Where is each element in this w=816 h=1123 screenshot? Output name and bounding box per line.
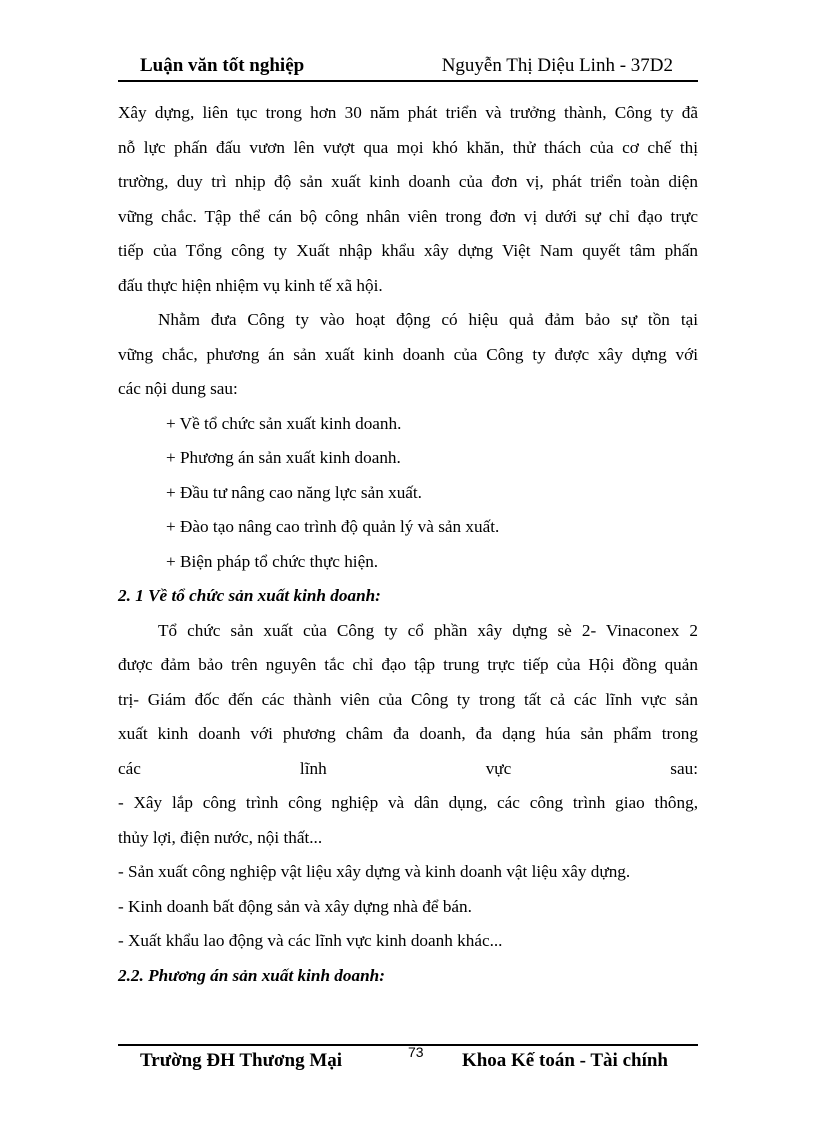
- paragraph-line: vững chắc, phương án sản xuất kinh doanh của Công ty được xây dựng với: [118, 344, 698, 364]
- footer-faculty: Khoa Kế toán - Tài chính: [461, 1050, 668, 1071]
- page-footer: [118, 1042, 698, 1082]
- paragraph-line: các lĩnh vực sau:: [118, 758, 698, 778]
- paragraph-line: đấu thực hiện nhiệm vụ kinh tế xã hội.: [118, 275, 383, 295]
- paragraph-line: trường, duy trì nhịp độ sản xuất kinh doanh của đơn vị, phát triển toàn diện: [118, 172, 698, 191]
- page-body: [118, 98, 698, 995]
- footer-university: Trường ĐH Thương Mại: [140, 1050, 343, 1071]
- paragraph-line: được đảm bảo trên nguyên tắc chỉ đạo tập trung trực tiếp của Hội đồng quản: [118, 655, 698, 674]
- paragraph-line: nỗ lực phấn đấu vươn lên vượt qua mọi khó khăn, thử thách của cơ chế thị: [118, 137, 698, 157]
- plus-list-item: + Về tổ chức sản xuất kinh doanh.: [166, 413, 402, 433]
- header-rule: [118, 80, 698, 82]
- dash-list-item: - Sản xuất công nghiệp vật liệu xây dựng và kinh doanh vật liệu xây dựng.: [118, 862, 631, 881]
- header-author: Nguyễn Thị Diệu Linh - 37D2: [441, 55, 673, 76]
- dash-list-item: - Xây lắp công trình công nghiệp và dân dụng, các công trình giao thông,: [118, 793, 698, 812]
- header-thesis-title: Luận văn tốt nghiệp: [140, 55, 305, 76]
- section-heading: 2.2. Phương án sản xuất kinh doanh:: [118, 965, 385, 985]
- plus-list-item: + Đào tạo nâng cao trình độ quản lý và sản xuất.: [166, 517, 500, 536]
- plus-list-item: + Phương án sản xuất kinh doanh.: [166, 448, 401, 467]
- paragraph-line: vững chắc. Tập thể cán bộ công nhân viên trong đơn vị dưới sự chỉ đạo trực: [118, 206, 698, 226]
- paragraph-line: Xây dựng, liên tục trong hơn 30 năm phát triển và trưởng thành, Công ty đã: [118, 103, 698, 122]
- paragraph-line: xuất kinh doanh với phương châm đa doanh, đa dạng húa sản phẩm trong: [118, 724, 698, 743]
- paragraph-line: Nhằm đưa Công ty vào hoạt động có hiệu quả đảm bảo sự tồn tại: [158, 310, 698, 329]
- dash-list-item: - Xuất khẩu lao động và các lĩnh vực kinh doanh khác...: [118, 931, 503, 950]
- page-header: [118, 52, 698, 82]
- paragraph-line: trị- Giám đốc đến các thành viên của Công ty trong tất cả các lĩnh vực sản: [118, 689, 698, 709]
- paragraph-line: tiếp của Tổng công ty Xuất nhập khẩu xây dựng Việt Nam quyết tâm phấn: [118, 241, 698, 260]
- plus-list-item: + Biện pháp tổ chức thực hiện.: [166, 551, 379, 571]
- dash-list-item-continuation: thủy lợi, điện nước, nội thất...: [118, 827, 323, 847]
- paragraph-line: các nội dung sau:: [118, 379, 238, 398]
- section-heading: 2. 1 Về tổ chức sản xuất kinh doanh:: [118, 586, 381, 605]
- paragraph-line: Tổ chức sản xuất của Công ty cổ phần xây dựng sè 2- Vinaconex 2: [158, 620, 698, 640]
- dash-list-item: - Kinh doanh bất động sản và xây dựng nhà để bán.: [118, 896, 472, 916]
- plus-list-item: + Đầu tư nâng cao năng lực sản xuất.: [166, 482, 422, 502]
- page-number: 73: [408, 1044, 424, 1060]
